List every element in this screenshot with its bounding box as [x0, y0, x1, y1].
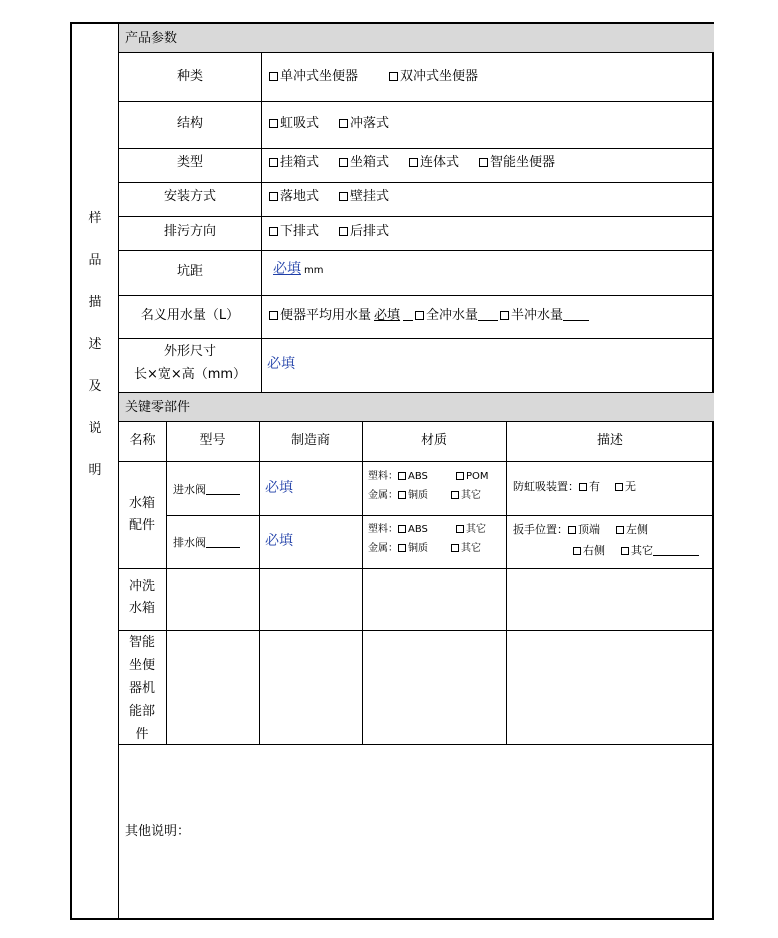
name-line: 配件 [128, 518, 155, 533]
type-option-2 [339, 155, 389, 170]
other-notes-label: 其他说明： [125, 824, 191, 839]
option-label: 下排式 [280, 224, 320, 239]
checkbox[interactable] [269, 72, 278, 81]
inlet-description [513, 481, 636, 493]
checkbox[interactable] [415, 311, 424, 320]
checkbox[interactable] [339, 119, 348, 128]
col-header-material: 材质 [420, 433, 447, 448]
desc-label: 防虹吸装置： [513, 480, 579, 493]
other-notes-area[interactable] [120, 745, 713, 919]
drain-description-row1 [513, 524, 648, 536]
water-values [269, 308, 589, 323]
model-label: 排水阀 [173, 536, 206, 549]
option-label: 其它 [461, 490, 481, 501]
pit-label: 坑距 [176, 264, 203, 279]
install-option-2 [339, 189, 389, 204]
half-flush-label: 半冲水量 [511, 308, 564, 323]
option-label: 其它 [631, 544, 653, 557]
water-label: 名义用水量（L） [140, 308, 240, 323]
kind-options [269, 69, 358, 84]
checkbox[interactable] [269, 192, 278, 201]
model-blank[interactable] [206, 482, 240, 495]
checkbox[interactable] [568, 526, 576, 534]
checkbox[interactable] [579, 483, 587, 491]
other-blank[interactable] [653, 543, 699, 556]
name-line: 能部 [128, 704, 155, 719]
option-label: 坐箱式 [350, 155, 390, 170]
model-label: 进水阀 [173, 483, 206, 496]
parts-section-title: 关键零部件 [125, 400, 191, 415]
drain-material-metal [368, 543, 481, 555]
drain-material-plastic [368, 524, 486, 536]
inlet-material-metal [368, 490, 481, 502]
drain-manufacturer[interactable]: 必填 [265, 533, 293, 549]
name-line: 冲洗 [128, 579, 155, 594]
option-label: 无 [625, 480, 636, 493]
name-line: 器机 [128, 681, 155, 696]
drain-valve-model [173, 535, 240, 549]
drain-option-2 [339, 224, 389, 239]
drain-description-row2 [573, 543, 699, 557]
tank-parts-name [121, 493, 163, 537]
install-option-1 [269, 189, 319, 204]
col-header-model: 型号 [199, 433, 226, 448]
dimensions-value[interactable]: 必填 [267, 356, 295, 372]
inlet-material-plastic [368, 471, 489, 483]
checkbox[interactable] [339, 227, 348, 236]
checkbox[interactable] [616, 526, 624, 534]
checkbox[interactable] [409, 158, 418, 167]
checkbox[interactable] [456, 525, 464, 533]
form-sheet [70, 22, 714, 920]
smart-parts-name [121, 631, 163, 746]
option-label: 单冲式坐便器 [280, 69, 359, 84]
checkbox[interactable] [398, 544, 406, 552]
checkbox[interactable] [269, 311, 278, 320]
option-label: 其它 [461, 543, 481, 554]
type-label: 类型 [176, 155, 203, 170]
checkbox[interactable] [269, 119, 278, 128]
option-label: 虹吸式 [280, 116, 320, 131]
option-label: ABS [408, 524, 428, 535]
desc-label: 扳手位置： [513, 523, 568, 536]
checkbox[interactable] [615, 483, 623, 491]
option-label: POM [466, 471, 489, 482]
kind-options-2 [389, 69, 478, 84]
install-label: 安装方式 [163, 189, 216, 204]
dimensions-label-line2: 长×宽×高（mm） [133, 367, 247, 382]
option-label: 挂箱式 [280, 155, 320, 170]
option-label: 落地式 [280, 189, 320, 204]
option-label: ABS [408, 471, 428, 482]
checkbox[interactable] [398, 472, 406, 480]
model-blank[interactable] [206, 535, 240, 548]
name-line: 智能 [128, 635, 155, 650]
name-line: 坐便 [128, 658, 155, 673]
material-label: 塑料： [368, 524, 398, 535]
checkbox[interactable] [451, 491, 459, 499]
vertical-char: 说 [88, 421, 102, 436]
type-option-3 [409, 155, 459, 170]
vertical-char: 品 [88, 253, 102, 268]
half-flush-blank[interactable] [563, 308, 589, 321]
option-label: 后排式 [350, 224, 390, 239]
parts-header-band [119, 392, 714, 421]
checkbox[interactable] [269, 227, 278, 236]
col-header-description: 描述 [596, 433, 623, 448]
material-label: 塑料： [368, 471, 398, 482]
option-label: 双冲式坐便器 [400, 69, 479, 84]
avg-water-value[interactable]: 必填 [374, 308, 401, 323]
structure-label: 结构 [176, 116, 203, 131]
dimensions-label-line1: 外形尺寸 [163, 344, 216, 359]
inlet-valve-model [173, 482, 240, 496]
checkbox[interactable] [389, 72, 398, 81]
checkbox[interactable] [339, 192, 348, 201]
vertical-char: 描 [88, 295, 102, 310]
checkbox[interactable] [451, 544, 459, 552]
structure-option-1 [269, 116, 319, 131]
material-label: 金属： [368, 543, 398, 554]
checkbox[interactable] [573, 547, 581, 555]
option-label: 铜质 [408, 543, 428, 554]
name-line: 件 [135, 727, 149, 742]
name-line: 水箱 [128, 601, 155, 616]
required-placeholder: 必填 [273, 261, 301, 277]
name-line: 水箱 [128, 496, 155, 511]
full-flush-label: 全冲水量 [426, 308, 479, 323]
option-label: 左侧 [626, 523, 648, 536]
kind-label: 种类 [176, 69, 203, 84]
vertical-char: 样 [88, 211, 102, 226]
vertical-char: 及 [88, 379, 102, 394]
option-label: 有 [589, 480, 600, 493]
checkbox[interactable] [339, 158, 348, 167]
option-label: 冲落式 [350, 116, 390, 131]
checkbox[interactable] [479, 158, 488, 167]
checkbox[interactable] [456, 472, 464, 480]
option-label: 其它 [466, 524, 486, 535]
option-label: 右侧 [583, 544, 605, 557]
col-header-manufacturer: 制造商 [290, 433, 330, 448]
checkbox[interactable] [500, 311, 509, 320]
drain-option-1 [269, 224, 319, 239]
inlet-manufacturer[interactable]: 必填 [265, 480, 293, 496]
col-header-name: 名称 [129, 433, 156, 448]
full-flush-blank[interactable] [478, 308, 498, 321]
checkbox[interactable] [398, 491, 406, 499]
vertical-char: 述 [88, 337, 102, 352]
vertical-char: 明 [88, 463, 102, 478]
option-label: 壁挂式 [350, 189, 390, 204]
drain-label: 排污方向 [163, 224, 216, 239]
structure-option-2 [339, 116, 389, 131]
checkbox[interactable] [621, 547, 629, 555]
option-label: 铜质 [408, 490, 428, 501]
pit-value-field[interactable] [269, 262, 323, 278]
flush-tank-name [121, 576, 163, 620]
type-option-4 [479, 155, 555, 170]
type-option-1 [269, 155, 319, 170]
option-label: 智能坐便器 [490, 155, 556, 170]
params-section-title: 产品参数 [125, 31, 178, 46]
material-label: 金属： [368, 490, 398, 501]
option-label: 连体式 [420, 155, 460, 170]
unit-label: mm [304, 265, 324, 276]
sample-description-vertical-label [85, 212, 105, 506]
avg-water-label: 便器平均用水量 [280, 308, 372, 323]
params-header-band [119, 24, 714, 52]
checkbox[interactable] [398, 525, 406, 533]
option-label: 顶端 [578, 523, 600, 536]
checkbox[interactable] [269, 158, 278, 167]
